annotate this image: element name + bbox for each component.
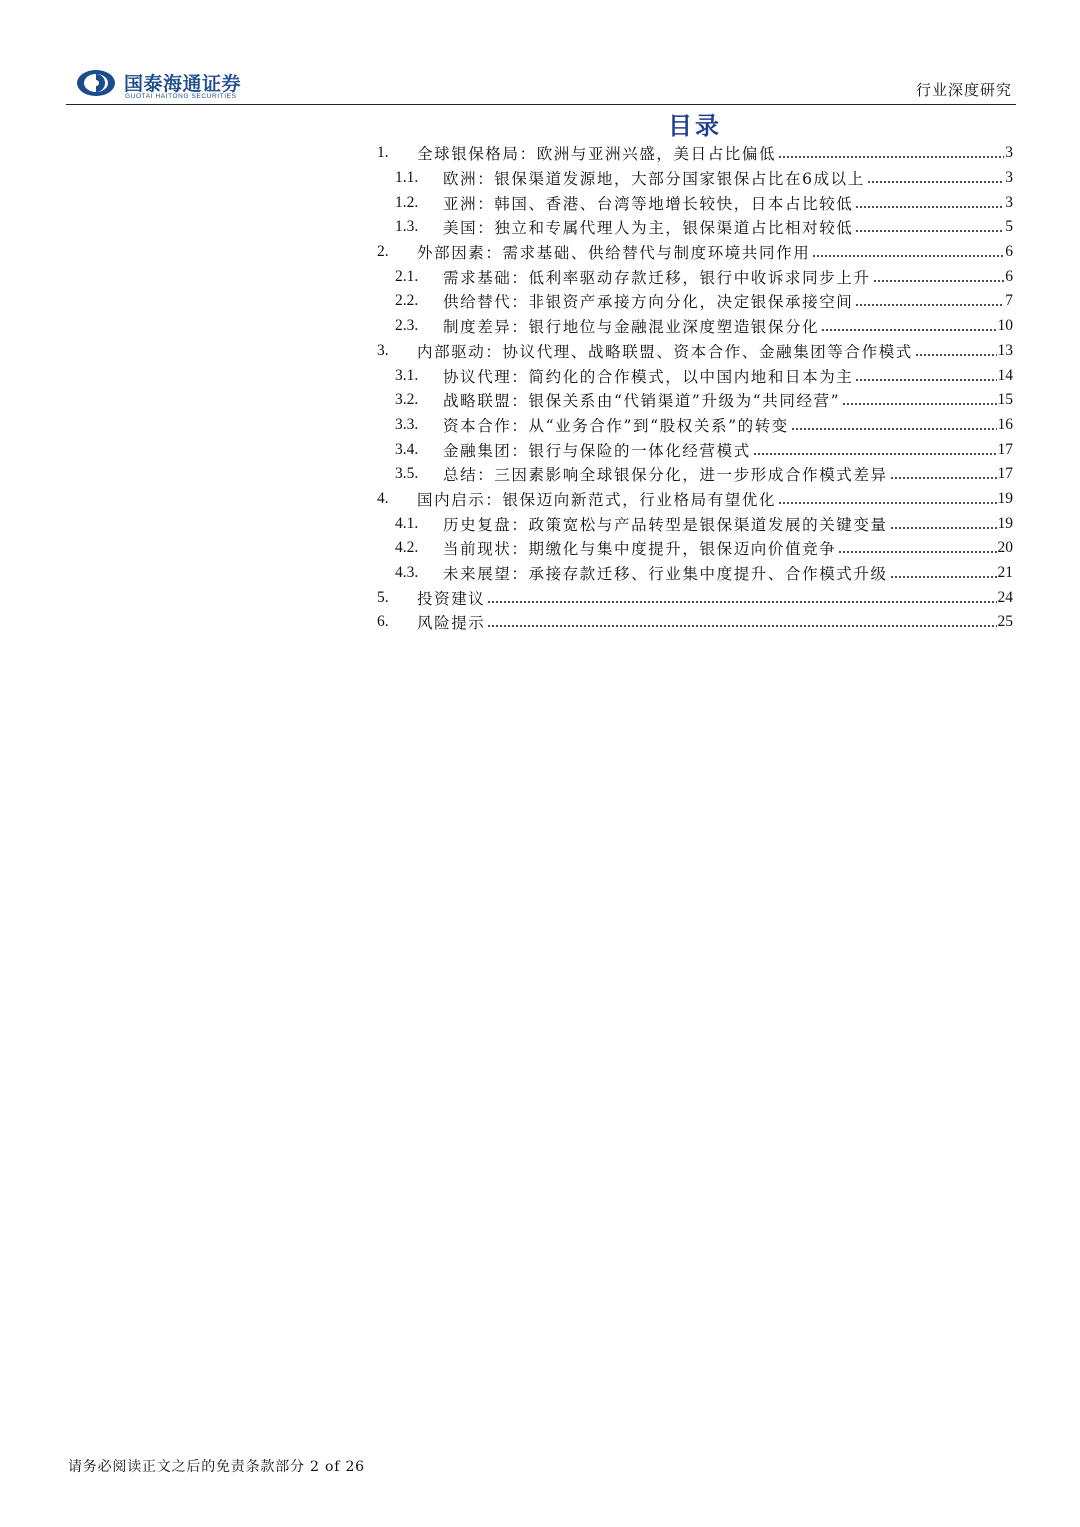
toc-item-title: 总结：三因素影响全球银保分化，进一步形成合作模式差异 [443,466,888,485]
toc-item[interactable] [375,339,1013,364]
toc-item-page: 24 [997,588,1013,606]
toc-item[interactable] [375,437,1013,462]
toc-item-page: 16 [997,415,1013,433]
toc-item-title: 制度差异：银行地位与金融混业深度塑造银保分化 [443,318,820,337]
toc-dot-leader [855,378,996,382]
toc-item-title: 投资建议 [417,589,486,608]
toc-dot-leader [873,279,1005,283]
toc-item-page: 21 [997,564,1013,582]
toc-item[interactable] [375,511,1013,536]
toc-item-number: 2.2. [395,292,419,310]
report-type-label: 行业深度研究 [915,81,1012,99]
toc-item-number: 2.1. [395,267,419,285]
toc-dot-leader [838,550,996,554]
toc-item-title: 协议代理：简约化的合作模式，以中国内地和日本为主 [443,367,854,386]
toc-item-title: 亚洲：韩国、香港、台湾等地增长较快，日本占比较低 [443,194,854,213]
toc-dot-leader [753,452,997,456]
page-header [66,64,1016,105]
toc-item[interactable] [375,215,1013,240]
toc-item-number: 3.2. [395,391,419,409]
toc-item-page: 3 [1005,169,1013,187]
toc-title: 目录 [668,112,722,140]
toc-dot-leader [791,427,997,431]
toc-dot-leader [778,501,996,505]
toc-item-page: 19 [997,514,1013,532]
company-logo [74,68,264,102]
toc-dot-leader [890,476,997,480]
toc-item-number: 4.1. [395,514,419,532]
toc-item-number: 3.5. [395,465,419,483]
toc-item-page: 19 [997,489,1013,507]
toc-item-number: 3.4. [395,440,419,458]
toc-item-number: 6. [377,613,389,631]
toc-item-title: 风险提示 [417,614,486,633]
toc-item-title: 当前现状：期缴化与集中度提升，银保迈向价值竞争 [443,540,837,559]
toc-item[interactable] [375,462,1013,487]
toc-item-page: 3 [1005,193,1013,211]
toc-item[interactable] [375,264,1013,289]
toc-item-page: 10 [997,317,1013,335]
toc-item[interactable] [375,289,1013,314]
toc-item-title: 全球银保格局：欧洲与亚洲兴盛，美日占比偏低 [417,145,777,164]
toc-item-title: 外部因素：需求基础、供给替代与制度环境共同作用 [417,244,811,263]
toc-item-title: 欧洲：银保渠道发源地，大部分国家银保占比在6成以上 [443,170,865,189]
toc-item-title: 金融集团：银行与保险的一体化经营模式 [443,441,751,460]
toc-item-page: 6 [1005,243,1013,261]
toc-item-number: 3.1. [395,366,419,384]
toc-item[interactable] [375,561,1013,586]
toc-item-number: 2. [377,243,389,261]
toc-item[interactable] [375,314,1013,339]
toc-item[interactable] [375,363,1013,388]
logo-mark-icon [74,68,118,98]
toc-item-page: 17 [997,465,1013,483]
toc-item-number: 4.3. [395,564,419,582]
toc-item-number: 4. [377,489,389,507]
toc-dot-leader [855,229,1004,233]
toc-item-page: 15 [997,391,1013,409]
toc-dot-leader [812,254,1004,258]
toc-item-page: 25 [997,613,1013,631]
toc-item-title: 未来展望：承接存款迁移、行业集中度提升、合作模式升级 [443,565,888,584]
toc-item-title: 国内启示：银保迈向新范式，行业格局有望优化 [417,490,777,509]
toc-item-number: 1.2. [395,193,419,211]
toc-item-page: 13 [997,341,1013,359]
toc-item-number: 3.3. [395,415,419,433]
toc-item-title: 内部驱动：协议代理、战略联盟、资本合作、金融集团等合作模式 [417,342,913,361]
toc-item-page: 17 [997,440,1013,458]
toc-dot-leader [867,180,1004,184]
toc-item-number: 2.3. [395,317,419,335]
logo-english-name: GUOTAI HAITONG SECURITIES [125,93,237,100]
toc-item-title: 资本合作：从“业务合作”到“股权关系”的转变 [443,416,789,435]
toc-item[interactable] [375,536,1013,561]
toc-dot-leader [855,303,1004,307]
toc-item[interactable] [375,388,1013,413]
toc-dot-leader [915,353,997,357]
toc-dot-leader [487,624,996,628]
toc-dot-leader [890,575,997,579]
toc-item-page: 3 [1005,144,1013,162]
toc-item-page: 20 [997,539,1013,557]
toc-dot-leader [778,155,1004,159]
toc-item-page: 5 [1005,218,1013,236]
toc-item[interactable] [375,585,1013,610]
toc-item-title: 供给替代：非银资产承接方向分化，决定银保承接空间 [443,293,854,312]
toc-item-number: 4.2. [395,539,419,557]
toc-item[interactable] [375,610,1013,635]
toc-dot-leader [890,526,997,530]
table-of-contents [375,141,1013,635]
toc-item[interactable] [375,413,1013,438]
footer-disclaimer: 请务必阅读正文之后的免责条款部分 2 of 26 [68,1459,365,1475]
toc-item[interactable] [375,141,1013,166]
toc-item-number: 3. [377,341,389,359]
toc-dot-leader [487,600,996,604]
toc-dot-leader [842,402,996,406]
toc-item-title: 历史复盘：政策宽松与产品转型是银保渠道发展的关键变量 [443,515,888,534]
toc-item-number: 5. [377,588,389,606]
logo-chinese-name: 国泰海通证券 [124,73,242,95]
toc-item-page: 14 [997,366,1013,384]
toc-item[interactable] [375,487,1013,512]
toc-item-page: 6 [1005,267,1013,285]
toc-item[interactable] [375,166,1013,191]
toc-item-title: 美国：独立和专属代理人为主，银保渠道占比相对较低 [443,219,854,238]
toc-item-number: 1.3. [395,218,419,236]
toc-item-number: 1. [377,144,389,162]
toc-dot-leader [855,205,1004,209]
toc-item-page: 7 [1005,292,1013,310]
toc-item-title: 战略联盟：银保关系由“代销渠道”升级为“共同经营” [443,392,841,411]
toc-item-number: 1.1. [395,169,419,187]
toc-dot-leader [821,328,996,332]
toc-item[interactable] [375,190,1013,215]
toc-item[interactable] [375,240,1013,265]
toc-item-title: 需求基础：低利率驱动存款迁移，银行中收诉求同步上升 [443,268,871,287]
